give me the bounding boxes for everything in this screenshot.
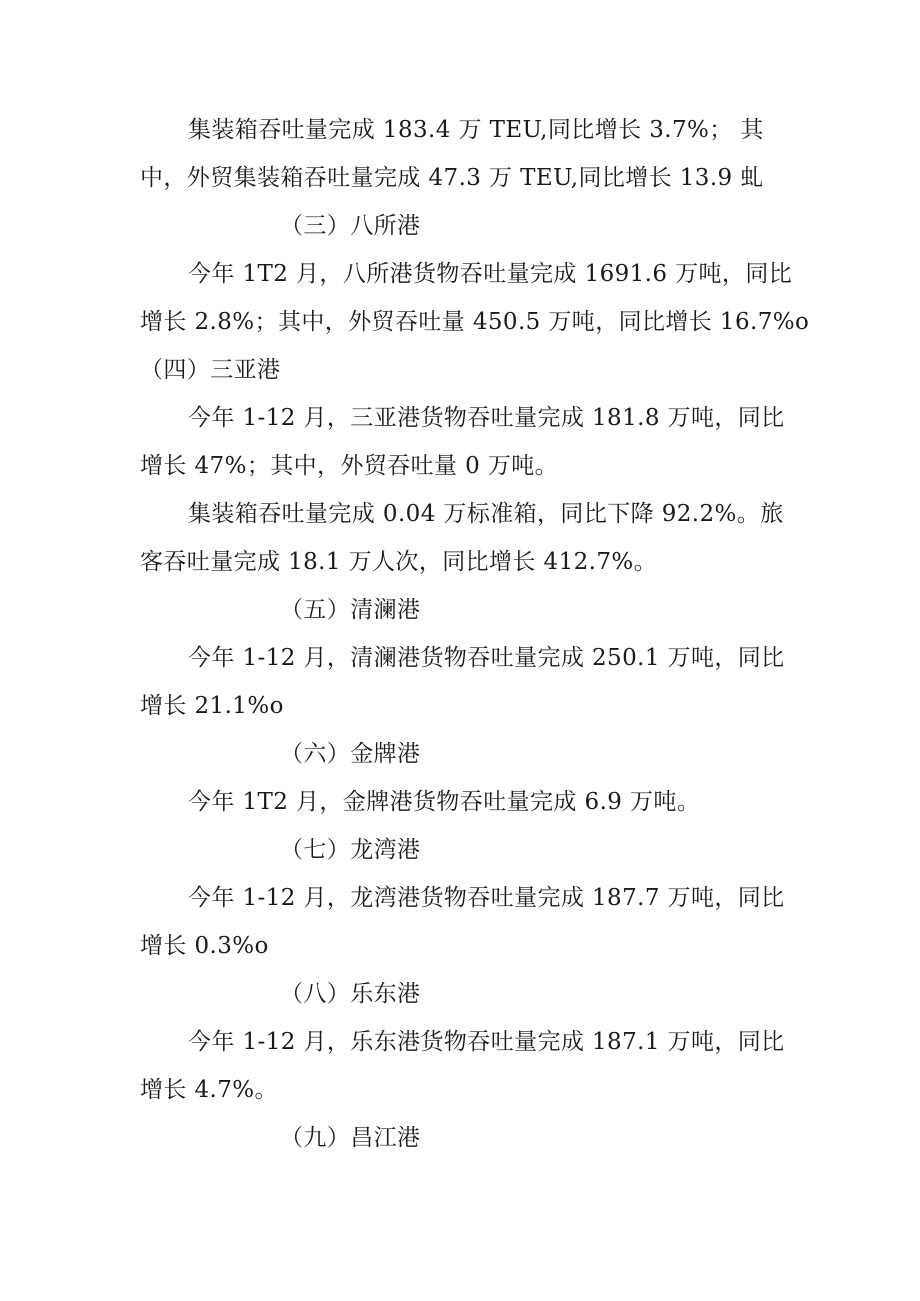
heading-text: （三）八所港 bbox=[280, 213, 421, 239]
text-line: 增长 4.7%。 bbox=[140, 1077, 278, 1103]
text-line: 今年 1-12 月，三亚港货物吞吐量完成 181.8 万吨，同比 bbox=[188, 405, 785, 431]
paragraph-sanya-container bbox=[140, 490, 790, 586]
heading-text: （九）昌江港 bbox=[280, 1125, 421, 1151]
document-body bbox=[140, 106, 810, 1162]
paragraph-sanya bbox=[140, 394, 790, 490]
heading-text: （六）金牌港 bbox=[280, 741, 421, 767]
section-heading-sanya bbox=[140, 346, 790, 394]
section-heading-longwan bbox=[140, 826, 790, 874]
section-heading-jinpai bbox=[140, 730, 790, 778]
section-heading-basuo bbox=[140, 202, 790, 250]
text-line: 增长 2.8%；其中，外贸吞吐量 450.5 万吨，同比增长 16.7%o bbox=[140, 309, 810, 335]
paragraph-longwan bbox=[140, 874, 790, 970]
text-line: 客吞吐量完成 18.1 万人次，同比增长 412.7%。 bbox=[140, 549, 658, 575]
text-line: 今年 1T2 月，八所港货物吞吐量完成 1691.6 万吨，同比 bbox=[188, 261, 793, 287]
section-heading-changjiang bbox=[140, 1114, 790, 1162]
heading-text: （四）三亚港 bbox=[140, 357, 281, 383]
heading-text: （八）乐东港 bbox=[280, 981, 421, 1007]
text-line: 今年 1-12 月，清澜港货物吞吐量完成 250.1 万吨，同比 bbox=[188, 645, 785, 671]
text-line: 中，外贸集装箱吞吐量完成 47.3 万 TEU,同比增长 13.9 虬 bbox=[140, 165, 764, 191]
text-line: 集装箱吞吐量完成 0.04 万标准箱，同比下降 92.2%。旅 bbox=[188, 501, 784, 527]
text-line: 增长 21.1%o bbox=[140, 693, 284, 719]
paragraph-container-throughput bbox=[140, 106, 790, 202]
text-line: 今年 1-12 月，乐东港货物吞吐量完成 187.1 万吨，同比 bbox=[188, 1029, 785, 1055]
text-line: 今年 1-12 月，龙湾港货物吞吐量完成 187.7 万吨，同比 bbox=[188, 885, 785, 911]
paragraph-jinpai bbox=[140, 778, 790, 826]
text-line: 集装箱吞吐量完成 183.4 万 TEU,同比增长 3.7%； 其 bbox=[188, 117, 764, 143]
text-line: 今年 1T2 月，金牌港货物吞吐量完成 6.9 万吨。 bbox=[188, 789, 701, 815]
heading-text: （七）龙湾港 bbox=[280, 837, 421, 863]
heading-text: （五）清澜港 bbox=[280, 597, 421, 623]
text-line: 增长 0.3%o bbox=[140, 933, 269, 959]
paragraph-qinglan bbox=[140, 634, 790, 730]
text-line: 增长 47%；其中，外贸吞吐量 0 万吨。 bbox=[140, 453, 559, 479]
paragraph-ledong bbox=[140, 1018, 790, 1114]
section-heading-ledong bbox=[140, 970, 790, 1018]
section-heading-qinglan bbox=[140, 586, 790, 634]
paragraph-basuo bbox=[140, 250, 810, 346]
